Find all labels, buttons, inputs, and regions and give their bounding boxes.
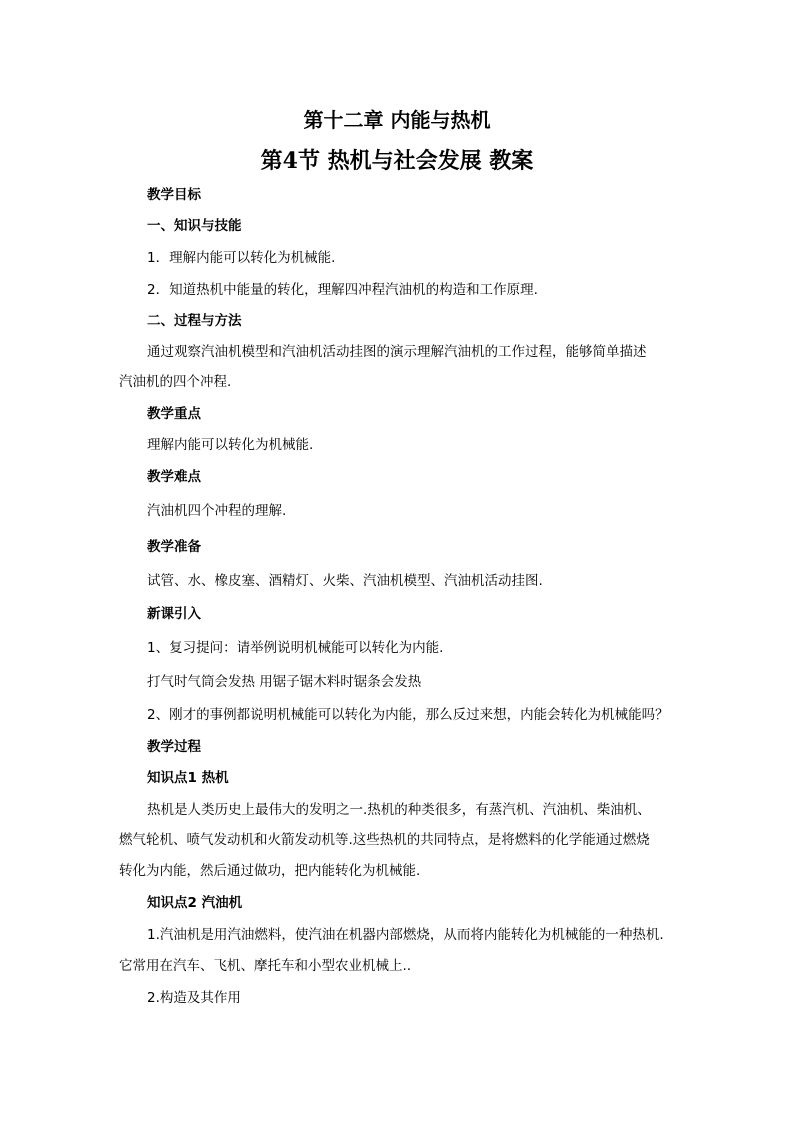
paragraph-line: 1、复习提问：请举例说明机械能可以转化为内能. <box>147 640 444 656</box>
heading-knowledge-skills: 一、知识与技能 <box>147 218 242 234</box>
heading-knowledge-point-2: 知识点2 汽油机 <box>147 895 243 911</box>
heading-teaching-difficulty: 教学难点 <box>147 469 201 485</box>
heading-new-lesson-intro: 新课引入 <box>147 606 201 622</box>
paragraph-line: 试管、水、橡皮塞、酒精灯、火柴、汽油机模型、汽油机活动挂图. <box>147 573 543 589</box>
heading-teaching-objectives: 教学目标 <box>147 187 201 203</box>
heading-teaching-preparation: 教学准备 <box>147 539 201 555</box>
chapter-title: 第十二章 内能与热机 <box>303 108 491 132</box>
paragraph-line: 汽油机四个冲程的理解. <box>147 503 287 519</box>
heading-knowledge-point-1: 知识点1 热机 <box>147 770 229 786</box>
paragraph-line: 转化为内能，然后通过做功，把内能转化为机械能. <box>119 863 421 879</box>
paragraph-line: 它常用在汽车、飞机、摩托车和小型农业机械上.. <box>119 958 412 974</box>
paragraph-line: 热机是人类历史上最伟大的发明之一.热机的种类很多，有蒸汽机、汽油机、柴油机、 <box>147 802 651 818</box>
paragraph-line: 1．理解内能可以转化为机械能. <box>147 250 336 266</box>
paragraph-line: 1.汽油机是用汽油燃料，使汽油在机器内部燃烧，从而将内能转化为机械能的一种热机. <box>147 927 664 943</box>
section-title: 第4节 热机与社会发展 教案 <box>260 148 534 174</box>
paragraph-line: 打气时气筒会发热 用锯子锯木料时锯条会发热 <box>147 674 422 690</box>
paragraph-line: 2.构造及其作用 <box>147 990 241 1006</box>
heading-teaching-process: 教学过程 <box>147 739 201 755</box>
heading-process-methods: 二、过程与方法 <box>147 313 242 329</box>
paragraph-line: 理解内能可以转化为机械能. <box>147 437 314 453</box>
paragraph-line: 通过观察汽油机模型和汽油机活动挂图的演示理解汽油机的工作过程，能够简单描述 <box>147 344 647 360</box>
paragraph-line: 汽油机的四个冲程. <box>119 374 232 390</box>
heading-teaching-focus: 教学重点 <box>147 406 201 422</box>
paragraph-line: 燃气轮机、喷气发动机和火箭发动机等.这些热机的共同特点，是将燃料的化学能通过燃烧 <box>119 832 650 848</box>
paragraph-line: 2、刚才的事例都说明机械能可以转化为内能，那么反过来想，内能会转化为机械能吗？ <box>147 707 669 723</box>
paragraph-line: 2．知道热机中能量的转化，理解四冲程汽油机的构造和工作原理. <box>147 282 538 298</box>
